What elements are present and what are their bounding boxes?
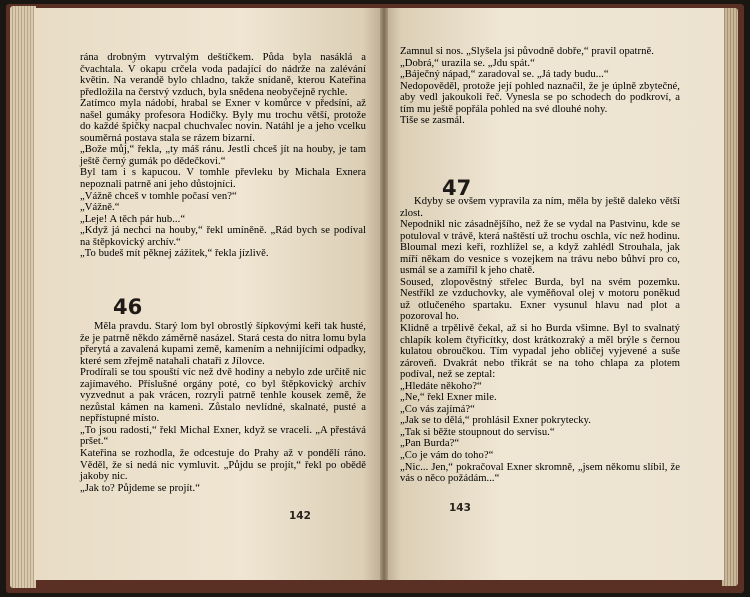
- paragraph: „Bože můj,“ řekla, „ty máš ránu. Jestli chceš jít na houby, je tam ještě černý gumák po dědečkovi.“: [80, 144, 366, 167]
- paragraph: Nedopověděl, protože její pohled naznačil, že je úplně zbytečné, aby vedl jakoukoli řeč. Vynesla se po schodech do podkroví, a tím mu ještě popřála pohled na své dlouhé nohy.: [400, 80, 680, 115]
- paragraph: „Báječný nápad,“ zaradoval se. „Já tady budu...“: [400, 69, 609, 81]
- left-page-top-text: [80, 52, 366, 260]
- paragraph: „Co vás zajímá?“: [400, 403, 475, 415]
- paragraph: „Jak se to dělá,“ prohlásil Exner pokrytecky.: [400, 415, 592, 427]
- left-page-chapter-text: [80, 321, 366, 494]
- page-edges-left: [10, 6, 36, 588]
- paragraph: Klidně a trpělivě čekal, až si ho Burda všimne. Byl to svalnatý chlapík kolem čtyřicítky, dost krátkozraký a měl brýle s černou kulatou obroučkou. Tím vypadal jeho obličej vyjevené a suše zároveň. Dvakrát nebo třikrát se na toho chlapa za plotem podíval, než se zeptal:: [400, 323, 680, 381]
- right-page-chapter-text: [400, 196, 680, 485]
- paragraph: „Leje! A těch pár hub...“: [80, 213, 186, 225]
- paragraph: Tiše se zasmál.: [400, 115, 465, 127]
- paragraph: Zatímco myla nádobí, hrabal se Exner v komůrce v předsíni, až našel gumáky profesora Hodičky. Byly mu trochu větší, protože do každé špičky nacpal chuchvalec novin. Natáhl je a jeho vcelku souměrná postava stala se rázem bizarní.: [80, 98, 366, 144]
- book-gutter: [380, 8, 388, 580]
- paragraph: „Hledáte někoho?“: [400, 380, 482, 392]
- paragraph: „Ne,“ řekl Exner mile.: [400, 392, 497, 404]
- page-number-left: 142: [289, 510, 311, 522]
- paragraph: Nepodnikl nic zásadnějšího, než že se vydal na Pastvinu, kde se potuloval v trávě, která naštěstí už trochu oschla, víc než hodinu. Bloumal mezi keři, rozhlížel se, a když zahlédl Strouhala, jak míří někam do vesnice s vozejkem na trávu nebo bůhví pro co, usmál se a zamířil k jeho chatě.: [400, 219, 680, 277]
- paragraph: „Tak si běžte stoupnout do servisu.“: [400, 426, 555, 438]
- paragraph: „Vážně chceš v tomhle počasí ven?“: [80, 190, 237, 202]
- page-edges-right: [722, 8, 738, 586]
- paragraph: Měla pravdu. Starý lom byl obrostlý šípkovými keři tak husté, že je patrně někdo záměrně nasázel. Stará cesta do nitra lomu byla přerytá a zavalená kupami země, kamením a nehnijícími odpadky, které sem zřejmě natahali chataři z Jílovce.: [80, 321, 366, 367]
- paragraph: „Když já nechci na houby,“ řekl umíněně. „Rád bych se podíval na štěpkovický archív.“: [80, 225, 366, 248]
- paragraph: „Nic... Jen,“ pokračoval Exner skromně, „jsem někomu slíbil, že vás o něco požádám...“: [400, 461, 680, 485]
- paragraph: Byl tam i s kapucou. V tomhle převleku by Michala Exnera nepoznali patrně ani jeho důstojníci.: [80, 167, 366, 191]
- paragraph: „Pan Burda?“: [400, 438, 460, 450]
- chapter-number-47: 47: [442, 176, 472, 200]
- paragraph: „To budeš mít pěknej zážitek,“ řekla jízlivě.: [80, 248, 269, 260]
- paragraph: Zamnul si nos. „Slyšela jsi původně dobře,“ pravil opatrně.: [400, 46, 654, 57]
- paragraph: „Jak to? Půjdeme se projít.“: [80, 482, 200, 494]
- paragraph: Kateřina se rozhodla, že odcestuje do Prahy až v pondělí ráno. Věděl, že si nedá nic vymluvit. „Půjdu se projít,“ řekl po obědě jakoby nic.: [80, 448, 366, 483]
- paragraph: rána drobným vytrvalým deštíčkem. Půda byla nasáklá a čvachtala. V okapu crčela voda padající do nádrže na zalévání květin. Na verandě bylo chladno, takže snídaně, kterou Kateřina předložila na čerstvý vzduch, byla snědena neobyčejně rychle.: [80, 52, 366, 98]
- paragraph: Kdyby se ovšem vypravila za ním, měla by ještě daleko větší zlost.: [400, 196, 680, 219]
- paragraph: „Co je vám do toho?“: [400, 450, 494, 462]
- paragraph: Soused, zlopověstný střelec Burda, byl na svém pozemku. Nestříkl ze vzduchovky, ale vyměňoval olej v motoru poněkud už otlučeného spartaku. Exner vysunul hlavu nad plot a pozoroval ho.: [400, 276, 680, 323]
- right-page-top-text: [400, 46, 680, 127]
- paragraph: Prodírali se tou spouští víc než dvě hodiny a nebylo zde určitě nic zajímavého. Příslušné orgány poté, co byl štěpkovický archív vyzvednut a pak vrácen, rozryli patrně tenhle kousek země, že nezůstal kámen na kameni. Zůstalo nevlídné, skalnaté, pusté a nepřístupné místo.: [80, 367, 366, 425]
- chapter-number-46: 46: [113, 295, 143, 319]
- paragraph: „Vážně.“: [80, 202, 120, 214]
- page-number-right: 143: [449, 502, 471, 514]
- paragraph: „To jsou radosti,“ řekl Michal Exner, když se vraceli. „A přestává pršet.“: [80, 424, 366, 448]
- paragraph: „Dobrá,“ urazila se. „Jdu spát.“: [400, 57, 535, 69]
